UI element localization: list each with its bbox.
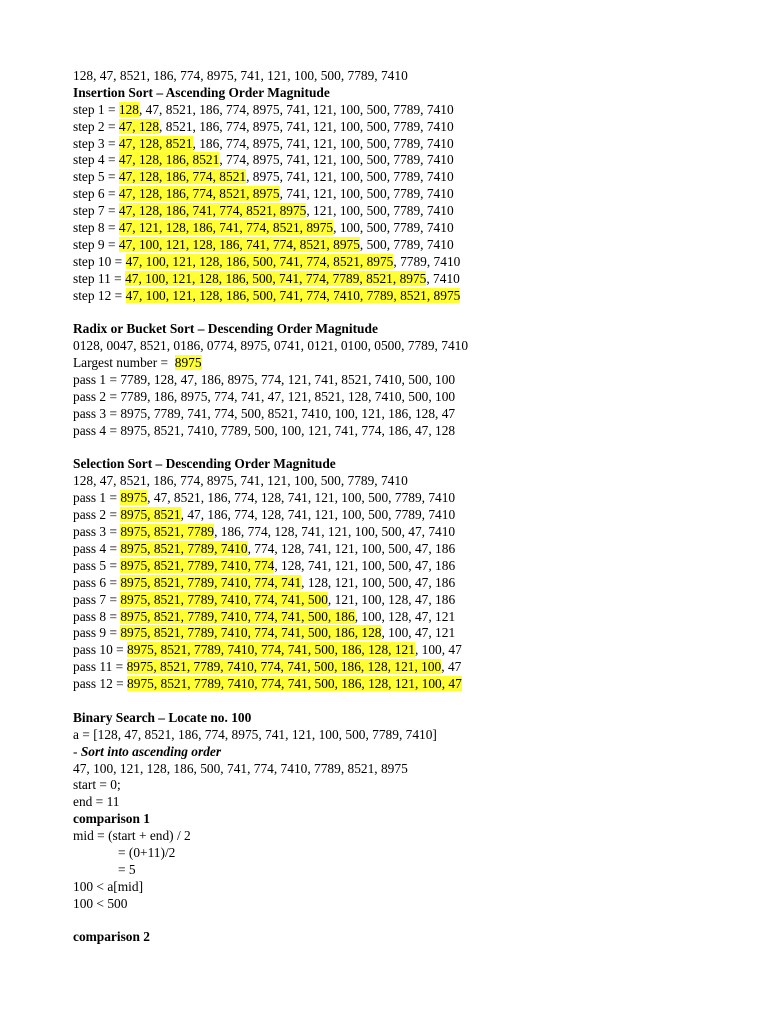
insertion-step (73, 237, 753, 254)
selection-pass-highlighted: 8975, 8521 (120, 507, 181, 523)
insertion-step-remainder: , 8521, 186, 774, 8975, 741, 121, 100, 500, 7789, 7410 (159, 118, 454, 134)
sort-note-dash: - (73, 743, 81, 759)
selection-pass-label: pass 9 = (73, 625, 121, 641)
comparison-2-heading: comparison 2 (73, 929, 150, 945)
insertion-step-highlighted: 47, 100, 121, 128, 186, 500, 741, 774, 8521, 8975 (125, 253, 394, 269)
binary-array: a = [128, 47, 8521, 186, 774, 8975, 741, 121, 100, 500, 7789, 7410] (73, 726, 437, 742)
insertion-step-remainder: , 741, 121, 100, 500, 7789, 7410 (279, 186, 454, 202)
insertion-step-highlighted: 47, 121, 128, 186, 741, 774, 8521, 8975 (118, 220, 334, 236)
insertion-step (73, 136, 753, 153)
selection-pass-remainder: , 100, 47, 121 (381, 625, 456, 641)
mid-formula: mid = (start + end) / 2 (73, 828, 191, 844)
selection-pass (73, 524, 753, 541)
spacer (73, 913, 753, 930)
selection-pass-label: pass 3 = (73, 524, 121, 540)
insertion-step-label: step 12 = (73, 287, 126, 303)
insertion-steps (73, 102, 753, 305)
comparison-expression: 100 < a[mid] (73, 878, 144, 894)
selection-pass-highlighted: 8975, 8521, 7789, 7410 (120, 540, 248, 556)
selection-pass-label: pass 12 = (73, 676, 128, 692)
selection-pass (73, 490, 753, 507)
selection-list: 128, 47, 8521, 186, 774, 8975, 741, 121, 100, 500, 7789, 7410 (73, 473, 408, 489)
selection-pass-remainder: , 128, 121, 100, 500, 47, 186 (301, 574, 456, 590)
insertion-step (73, 152, 753, 169)
selection-pass-label: pass 1 = (73, 490, 121, 506)
insertion-step-label: step 1 = (73, 101, 119, 117)
radix-pass: pass 2 = 7789, 186, 8975, 774, 741, 47, 121, 8521, 128, 7410, 500, 100 (73, 388, 456, 404)
insertion-step (73, 119, 753, 136)
selection-pass-remainder: , 774, 128, 741, 121, 100, 500, 47, 186 (247, 540, 456, 556)
insertion-step-remainder: , 774, 8975, 741, 121, 100, 500, 7789, 7410 (219, 152, 454, 168)
insertion-step-remainder: , 47, 8521, 186, 774, 8975, 741, 121, 100, 500, 7789, 7410 (138, 101, 454, 117)
selection-pass (73, 592, 753, 609)
insertion-step-highlighted: 47, 100, 121, 128, 186, 741, 774, 8521, 8975 (118, 236, 360, 252)
insertion-step-highlighted: 47, 128, 186, 741, 774, 8521, 8975 (118, 203, 307, 219)
insertion-step-remainder: , 7789, 7410 (393, 253, 461, 269)
insertion-step (73, 169, 753, 186)
selection-pass (73, 659, 753, 676)
insertion-step-highlighted: 47, 128, 186, 8521 (118, 152, 220, 168)
selection-pass-remainder: , 100, 128, 47, 121 (354, 608, 456, 624)
insertion-step-highlighted: 47, 128 (118, 118, 160, 134)
insertion-step-label: step 7 = (73, 203, 119, 219)
selection-pass-remainder: , 47, 8521, 186, 774, 128, 741, 121, 100, 500, 7789, 7410 (147, 490, 456, 506)
comparison-1-heading: comparison 1 (73, 811, 150, 827)
insertion-step-remainder: , 8975, 741, 121, 100, 500, 7789, 7410 (246, 169, 454, 185)
insertion-sort-heading: Insertion Sort – Ascending Order Magnitude (73, 84, 330, 100)
selection-pass-label: pass 2 = (73, 507, 121, 523)
selection-pass (73, 676, 753, 693)
radix-padded-list: 0128, 0047, 8521, 0186, 0774, 8975, 0741, 0121, 0100, 0500, 7789, 7410 (73, 338, 469, 354)
mid-substitution: = (0+11)/2 (118, 844, 176, 860)
insertion-step-highlighted: 47, 128, 186, 774, 8521 (118, 169, 247, 185)
spacer (73, 304, 753, 321)
radix-sort-heading: Radix or Bucket Sort – Descending Order Magnitude (73, 321, 378, 337)
binary-search-heading: Binary Search – Locate no. 100 (73, 709, 252, 725)
insertion-step (73, 220, 753, 237)
selection-pass-label: pass 7 = (73, 591, 121, 607)
radix-pass: pass 4 = 8975, 8521, 7410, 7789, 500, 100, 121, 741, 774, 186, 47, 128 (73, 422, 456, 438)
insertion-step-label: step 10 = (73, 253, 126, 269)
selection-pass-remainder: , 186, 774, 128, 741, 121, 100, 500, 47, 7410 (214, 524, 456, 540)
selection-pass-label: pass 6 = (73, 574, 121, 590)
selection-pass-remainder: , 128, 741, 121, 100, 500, 47, 186 (274, 557, 456, 573)
largest-number-line (73, 355, 753, 372)
insertion-step-label: step 5 = (73, 169, 119, 185)
selection-pass-highlighted: 8975 (120, 490, 148, 506)
selection-pass (73, 558, 753, 575)
largest-number-value: 8975 (174, 355, 202, 371)
insertion-step (73, 102, 753, 119)
selection-pass-remainder: , 47 (441, 659, 462, 675)
sort-note-line (73, 744, 753, 761)
insertion-step-remainder: , 7410 (426, 270, 460, 286)
selection-pass-highlighted: 8975, 8521, 7789, 7410, 774, 741, 500, 186, 128, 121 (127, 642, 415, 658)
insertion-step-highlighted: 47, 100, 121, 128, 186, 500, 741, 774, 7789, 8521, 8975 (125, 270, 427, 286)
selection-pass-highlighted: 8975, 8521, 7789, 7410, 774, 741, 500, 186, 128 (120, 625, 382, 641)
insertion-step-label: step 9 = (73, 236, 119, 252)
selection-pass-label: pass 10 = (73, 642, 128, 658)
insertion-step (73, 203, 753, 220)
document-page (73, 68, 753, 946)
selection-pass (73, 625, 753, 642)
selection-pass-highlighted: 8975, 8521, 7789, 7410, 774, 741, 500, 186, 128, 121, 100 (126, 659, 442, 675)
selection-pass (73, 609, 753, 626)
insertion-step-highlighted: 128 (118, 101, 139, 117)
radix-pass: pass 3 = 8975, 7789, 741, 774, 500, 8521, 7410, 100, 121, 186, 128, 47 (73, 405, 456, 421)
selection-pass-highlighted: 8975, 8521, 7789, 7410, 774, 741 (120, 574, 302, 590)
mid-result: = 5 (118, 861, 136, 877)
insertion-step-remainder: , 186, 774, 8975, 741, 121, 100, 500, 7789, 7410 (192, 135, 454, 151)
selection-pass (73, 642, 753, 659)
insertion-step-label: step 4 = (73, 152, 119, 168)
selection-pass-highlighted: 8975, 8521, 7789, 7410, 774, 741, 500 (120, 591, 328, 607)
selection-pass-label: pass 11 = (73, 659, 127, 675)
selection-pass-remainder: , 100, 47 (414, 642, 462, 658)
selection-sort-heading: Selection Sort – Descending Order Magnitude (73, 456, 336, 472)
selection-pass-remainder: , 121, 100, 128, 47, 186 (327, 591, 456, 607)
insertion-step-remainder: , 500, 7789, 7410 (359, 236, 454, 252)
selection-pass (73, 575, 753, 592)
selection-pass-label: pass 8 = (73, 608, 121, 624)
selection-pass-label: pass 4 = (73, 540, 121, 556)
sorted-list: 47, 100, 121, 128, 186, 500, 741, 774, 7410, 7789, 8521, 8975 (73, 760, 408, 776)
selection-pass-label: pass 5 = (73, 557, 121, 573)
selection-pass (73, 507, 753, 524)
largest-number-label: Largest number = (73, 355, 175, 371)
insertion-step-remainder: , 121, 100, 500, 7789, 7410 (306, 203, 454, 219)
selection-pass-highlighted: 8975, 8521, 7789, 7410, 774, 741, 500, 186 (120, 608, 355, 624)
selection-pass-remainder: , 47, 186, 774, 128, 741, 121, 100, 500, 7789, 7410 (180, 507, 456, 523)
start-assign: start = 0; (73, 777, 121, 793)
insertion-step (73, 186, 753, 203)
comparison-result: 100 < 500 (73, 895, 128, 911)
insertion-step (73, 271, 753, 288)
selection-pass (73, 541, 753, 558)
insertion-step-highlighted: 47, 100, 121, 128, 186, 500, 741, 774, 7410, 7789, 8521, 8975 (125, 287, 461, 303)
initial-list: 128, 47, 8521, 186, 774, 8975, 741, 121, 100, 500, 7789, 7410 (73, 68, 408, 83)
insertion-step-label: step 6 = (73, 186, 119, 202)
selection-pass-highlighted: 8975, 8521, 7789, 7410, 774, 741, 500, 186, 128, 121, 100, 47 (127, 676, 462, 692)
insertion-step-highlighted: 47, 128, 8521 (118, 135, 193, 151)
insertion-step-label: step 11 = (73, 270, 126, 286)
spacer (73, 693, 753, 710)
insertion-step (73, 288, 753, 305)
insertion-step-label: step 3 = (73, 135, 119, 151)
end-assign: end = 11 (73, 794, 120, 810)
selection-pass-highlighted: 8975, 8521, 7789 (120, 524, 215, 540)
insertion-step-label: step 2 = (73, 118, 119, 134)
selection-passes (73, 490, 753, 693)
insertion-step-remainder: , 100, 500, 7789, 7410 (333, 220, 454, 236)
radix-pass: pass 1 = 7789, 128, 47, 186, 8975, 774, 121, 741, 8521, 7410, 500, 100 (73, 372, 456, 388)
selection-pass-highlighted: 8975, 8521, 7789, 7410, 774 (120, 557, 275, 573)
insertion-step-label: step 8 = (73, 220, 119, 236)
sort-note: Sort into ascending order (80, 743, 222, 759)
insertion-step-highlighted: 47, 128, 186, 774, 8521, 8975 (118, 186, 280, 202)
insertion-step (73, 254, 753, 271)
spacer (73, 440, 753, 457)
